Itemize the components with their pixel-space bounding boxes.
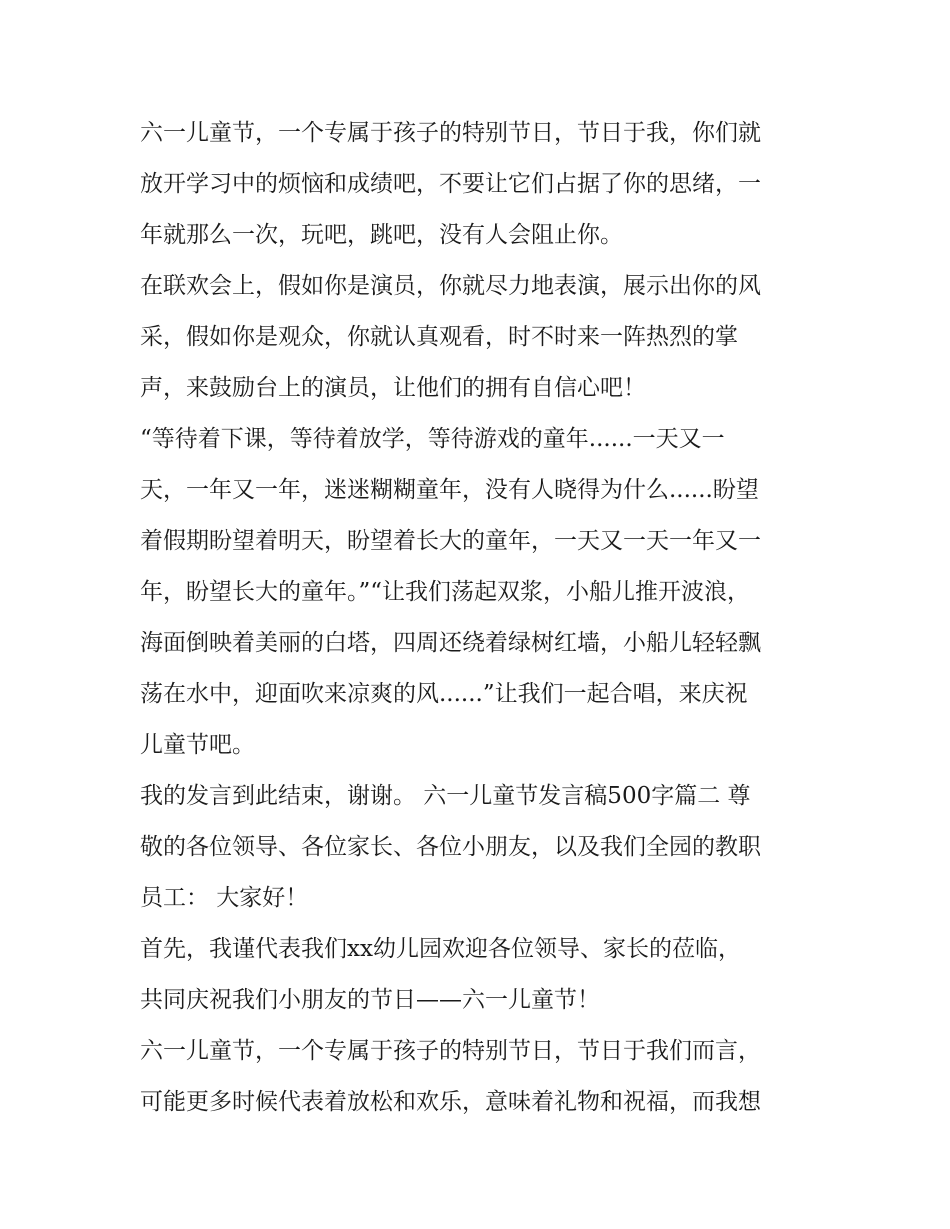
- text-line: 年，盼望长大的童年。”“让我们荡起双浆，小船儿推开波浪，: [140, 579, 751, 605]
- text-line: 我的发言到此结束，谢谢。 六一儿童节发言稿500字篇二 尊: [140, 783, 751, 809]
- text-line: 放开学习中的烦恼和成绩吧，不要让它们占据了你的思绪，一: [140, 171, 761, 197]
- text-line: 敬的各位领导、各位家长、各位小朋友，以及我们全园的教职: [140, 834, 761, 860]
- text-line: “等待着下课，等待着放学，等待游戏的童年......一天又一: [140, 426, 725, 452]
- text-line: 儿童节吧。: [140, 732, 255, 758]
- body-text: [140, 108, 820, 1128]
- text-line: 采，假如你是观众，你就认真观看，时不时来一阵热烈的掌: [140, 324, 738, 350]
- text-line: 共同庆祝我们小朋友的节日——六一儿童节！: [140, 987, 600, 1013]
- text-line: 荡在水中，迎面吹来凉爽的风......”让我们一起合唱，来庆祝: [140, 681, 748, 707]
- text-line: 员工： 大家好！: [140, 885, 309, 911]
- text-line: 首先，我谨代表我们xx幼儿园欢迎各位领导、家长的莅临，: [140, 936, 741, 962]
- text-line: 年就那么一次，玩吧，跳吧，没有人会阻止你。: [140, 222, 623, 248]
- text-line: 天，一年又一年，迷迷糊糊童年，没有人晓得为什么......盼望: [140, 477, 759, 503]
- text-line: 可能更多时候代表着放松和欢乐，意味着礼物和祝福，而我想: [140, 1089, 761, 1115]
- text-line: 声，来鼓励台上的演员，让他们的拥有自信心吧！: [140, 375, 646, 401]
- text-line: 着假期盼望着明天，盼望着长大的童年，一天又一天一年又一: [140, 528, 761, 554]
- text-line: 六一儿童节，一个专属于孩子的特别节日，节日于我们而言，: [140, 1038, 761, 1064]
- text-line: 在联欢会上，假如你是演员，你就尽力地表演，展示出你的风: [140, 273, 761, 299]
- text-line: 海面倒映着美丽的白塔，四周还绕着绿树红墙，小船儿轻轻飘: [140, 630, 761, 656]
- text-line: 六一儿童节，一个专属于孩子的特别节日，节日于我，你们就: [140, 120, 761, 146]
